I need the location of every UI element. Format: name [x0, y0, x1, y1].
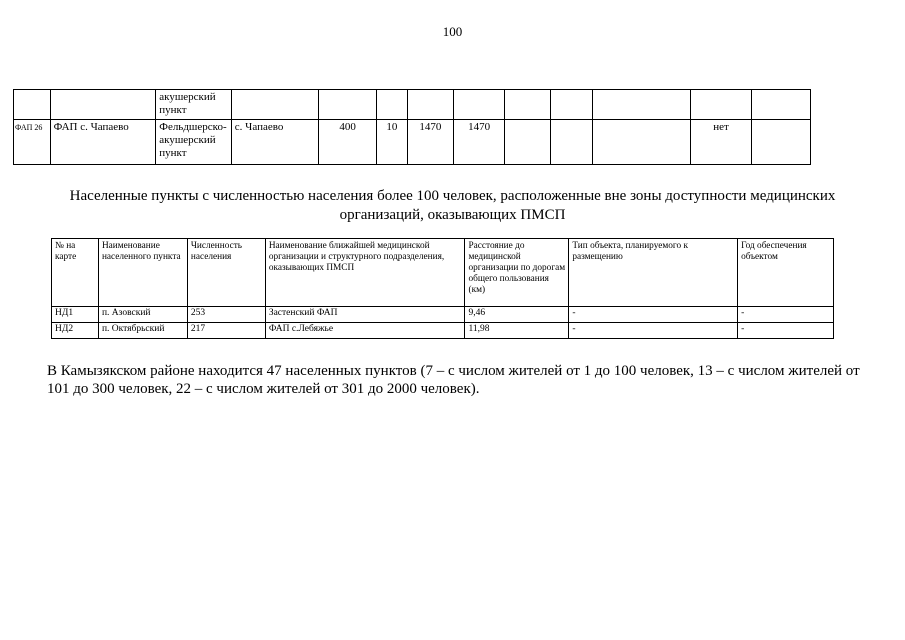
table-cell: п. Азовский [98, 307, 187, 323]
table-cell: НД1 [52, 307, 99, 323]
table-cell: 400 [319, 120, 377, 165]
table-cell [14, 90, 51, 120]
table-cell [593, 90, 691, 120]
table-cell [751, 120, 810, 165]
page-number: 100 [442, 24, 463, 39]
table-cell: 1470 [454, 120, 505, 165]
table-cell: п. Октябрьский [98, 323, 187, 339]
table-cell [505, 120, 551, 165]
column-header: Расстояние до медицинской организации по дорогам общего пользования (км) [465, 239, 569, 307]
table-cell [231, 90, 318, 120]
table-cell: 1470 [407, 120, 454, 165]
table-cell [593, 120, 691, 165]
table-cell [550, 120, 593, 165]
table-cell: - [738, 307, 834, 323]
settlements-table [51, 238, 834, 339]
table-cell: ФАП с.Лебяжье [265, 323, 465, 339]
section-heading: Населенные пункты с численностью населения более 100 человек, расположенные вне зоны доступности медицинских организаций, оказывающих ПМСП [69, 188, 836, 223]
table-cell: НД2 [52, 323, 99, 339]
map-code-cell: ФАП 26 [14, 120, 51, 165]
facility-type-cell: Фельдшерско-акушерский пункт [156, 120, 232, 165]
table-cell: - [569, 307, 738, 323]
table-cell [751, 90, 810, 120]
column-header: Наименование населенного пункта [98, 239, 187, 307]
table-cell: Застенский ФАП [265, 307, 465, 323]
summary-paragraph: В Камызякском районе находится 47 населенных пунктов (7 – с числом жителей от 1 до 100 человек, 13 – с числом жителей от 101 до 300 человек, 22 – с числом жителей от 301 до 2000 человек). [47, 363, 860, 397]
table-cell: 217 [187, 323, 265, 339]
table-cell [319, 90, 377, 120]
table-cell [550, 90, 593, 120]
table-cell [691, 90, 752, 120]
table-cell: 11,98 [465, 323, 569, 339]
column-header: № на карте [52, 239, 99, 307]
table-cell: 10 [377, 120, 407, 165]
column-header: Численность населения [187, 239, 265, 307]
table-cell [505, 90, 551, 120]
facilities-table-continued [13, 89, 811, 165]
table-cell: - [738, 323, 834, 339]
table-row [52, 307, 834, 323]
settlement-cell: с. Чапаево [231, 120, 318, 165]
table-header-row [52, 239, 834, 307]
table-cell: - [569, 323, 738, 339]
table-cell: 9,46 [465, 307, 569, 323]
facility-name-cell: ФАП с. Чапаево [50, 120, 156, 165]
table-row [14, 120, 811, 165]
table-cell: акушерский пункт [156, 90, 232, 120]
column-header: Год обеспечения объектом [738, 239, 834, 307]
table-cell: нет [691, 120, 752, 165]
table-cell [407, 90, 454, 120]
table-cell [377, 90, 407, 120]
table-cell [50, 90, 156, 120]
table-cell [454, 90, 505, 120]
table-row [52, 323, 834, 339]
table-row [14, 90, 811, 120]
table-cell: 253 [187, 307, 265, 323]
column-header: Наименование ближайшей медицинской организации и структурного подразделения, оказывающих ПМСП [265, 239, 465, 307]
column-header: Тип объекта, планируемого к размещению [569, 239, 738, 307]
